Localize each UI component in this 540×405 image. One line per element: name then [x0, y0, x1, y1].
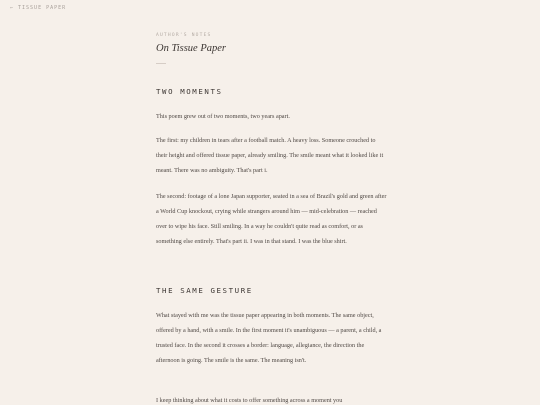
paragraph: I keep thinking about what it costs to offer something across a moment you	[156, 397, 343, 404]
paragraph: The second: footage of a lone Japan supporter, seated in a sea of Brazil's gold and green after a World Cup knockout, crying while strangers around him — mid-celebration — reached over to wipe his face. Still smiling. In a way he couldn't quite read as comfort, or as something else entirely. That's part ii. I was in that stand. I was the blue shirt.	[156, 193, 387, 245]
title-divider	[156, 63, 166, 64]
back-link[interactable]: ← TISSUE PAPER	[10, 5, 67, 11]
section-eyebrow: AUTHOR'S NOTES	[156, 33, 212, 38]
paragraph: This poem grew out of two moments, two years apart.	[156, 113, 290, 120]
paragraph: What stayed with me was the tissue paper appearing in both moments. The same object, offered by a hand, with a smile. In the first moment it's unambiguous — a parent, a child, a trusted face. In the second it crosses a border: language, allegiance, the direction the afternoon is going. The smile is the same. The meaning isn't.	[156, 312, 382, 364]
section-heading-two-moments: TWO MOMENTS	[156, 87, 223, 96]
section-heading-same-gesture: THE SAME GESTURE	[156, 286, 253, 295]
page-title: On Tissue Paper	[156, 43, 227, 54]
paragraph: The first: my children in tears after a football match. A heavy loss. Someone crouched to their height and offered tissue paper, already smiling. The smile meant what it looked like it meant. There was no ambiguity. That's part i.	[156, 137, 384, 174]
